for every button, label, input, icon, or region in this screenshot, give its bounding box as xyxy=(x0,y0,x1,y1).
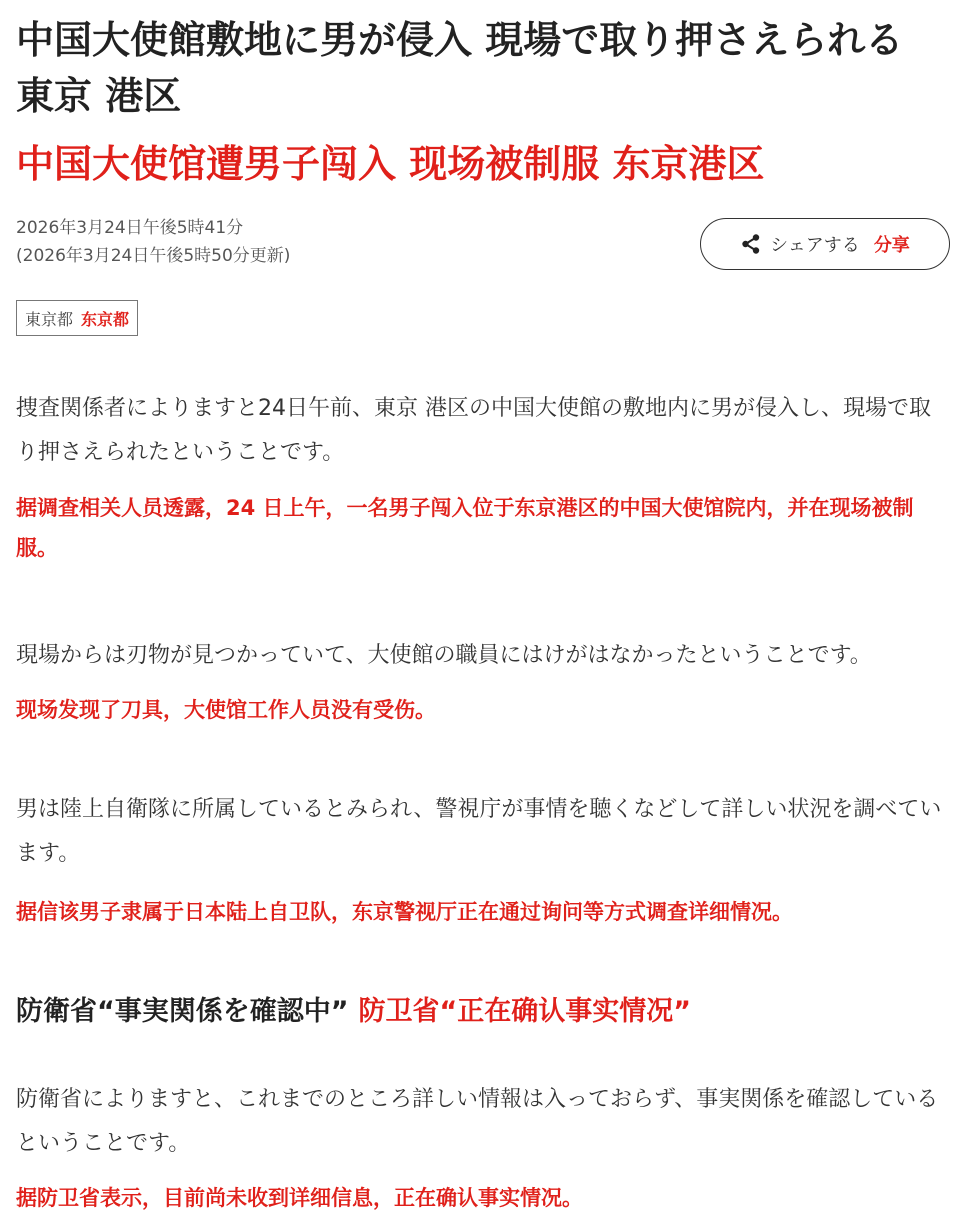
article-title-zh: 中国大使馆遭男子闯入 现场被制服 东京港区 xyxy=(16,142,765,186)
subheading-ja: 防衛省“事実関係を確認中” xyxy=(16,996,349,1027)
share-label-zh: 分享 xyxy=(873,235,910,256)
article-title-ja: 中国大使館敷地に男が侵入 現場で取り押さえられる 東京 港区 xyxy=(16,18,904,118)
share-button[interactable] xyxy=(700,218,950,270)
paragraph-2-ja: 現場からは刃物が見つかっていて、大使館の職員にはけがはなかったということです。 xyxy=(16,643,872,668)
article-dates xyxy=(16,214,290,270)
paragraph-4-ja: 防衛省によりますと、これまでのところ詳しい情報は入っておらず、事実関係を確認しているということです。 xyxy=(16,1087,939,1156)
region-tag[interactable] xyxy=(16,300,138,336)
paragraph-2-zh: 现场发现了刀具，大使馆工作人员没有受伤。 xyxy=(16,698,436,722)
updated-date: (2026年3月24日午後5時50分更新) xyxy=(16,246,291,266)
share-icon xyxy=(740,233,762,255)
paragraph-3-ja: 男は陸上自衛隊に所属しているとみられ、警視庁が事情を聴くなどして詳しい状況を調べています。 xyxy=(16,797,942,866)
region-tag-label: 東京都 xyxy=(25,309,74,329)
region-tag-label-zh: 东京都 xyxy=(81,309,130,329)
section-subheading xyxy=(16,988,950,1036)
share-label: シェアする xyxy=(770,235,860,256)
published-date: 2026年3月24日午後5時41分 xyxy=(16,218,244,238)
paragraph-1-zh: 据调查相关人员透露，24 日上午，一名男子闯入位于东京港区的中国大使馆院内，并在现场被制服。 xyxy=(16,496,914,560)
subheading-zh: 防卫省“正在确认事实情况” xyxy=(358,996,691,1027)
paragraph-1-ja: 捜査関係者によりますと24日午前、東京 港区の中国大使館の敷地内に男が侵入し、現場で取り押さえられたということです。 xyxy=(16,396,931,465)
paragraph-3-zh: 据信该男子隶属于日本陆上自卫队，东京警视厅正在通过询问等方式调查详细情况。 xyxy=(16,900,793,924)
paragraph-4-zh: 据防卫省表示，目前尚未收到详细信息，正在确认事实情况。 xyxy=(16,1186,583,1210)
